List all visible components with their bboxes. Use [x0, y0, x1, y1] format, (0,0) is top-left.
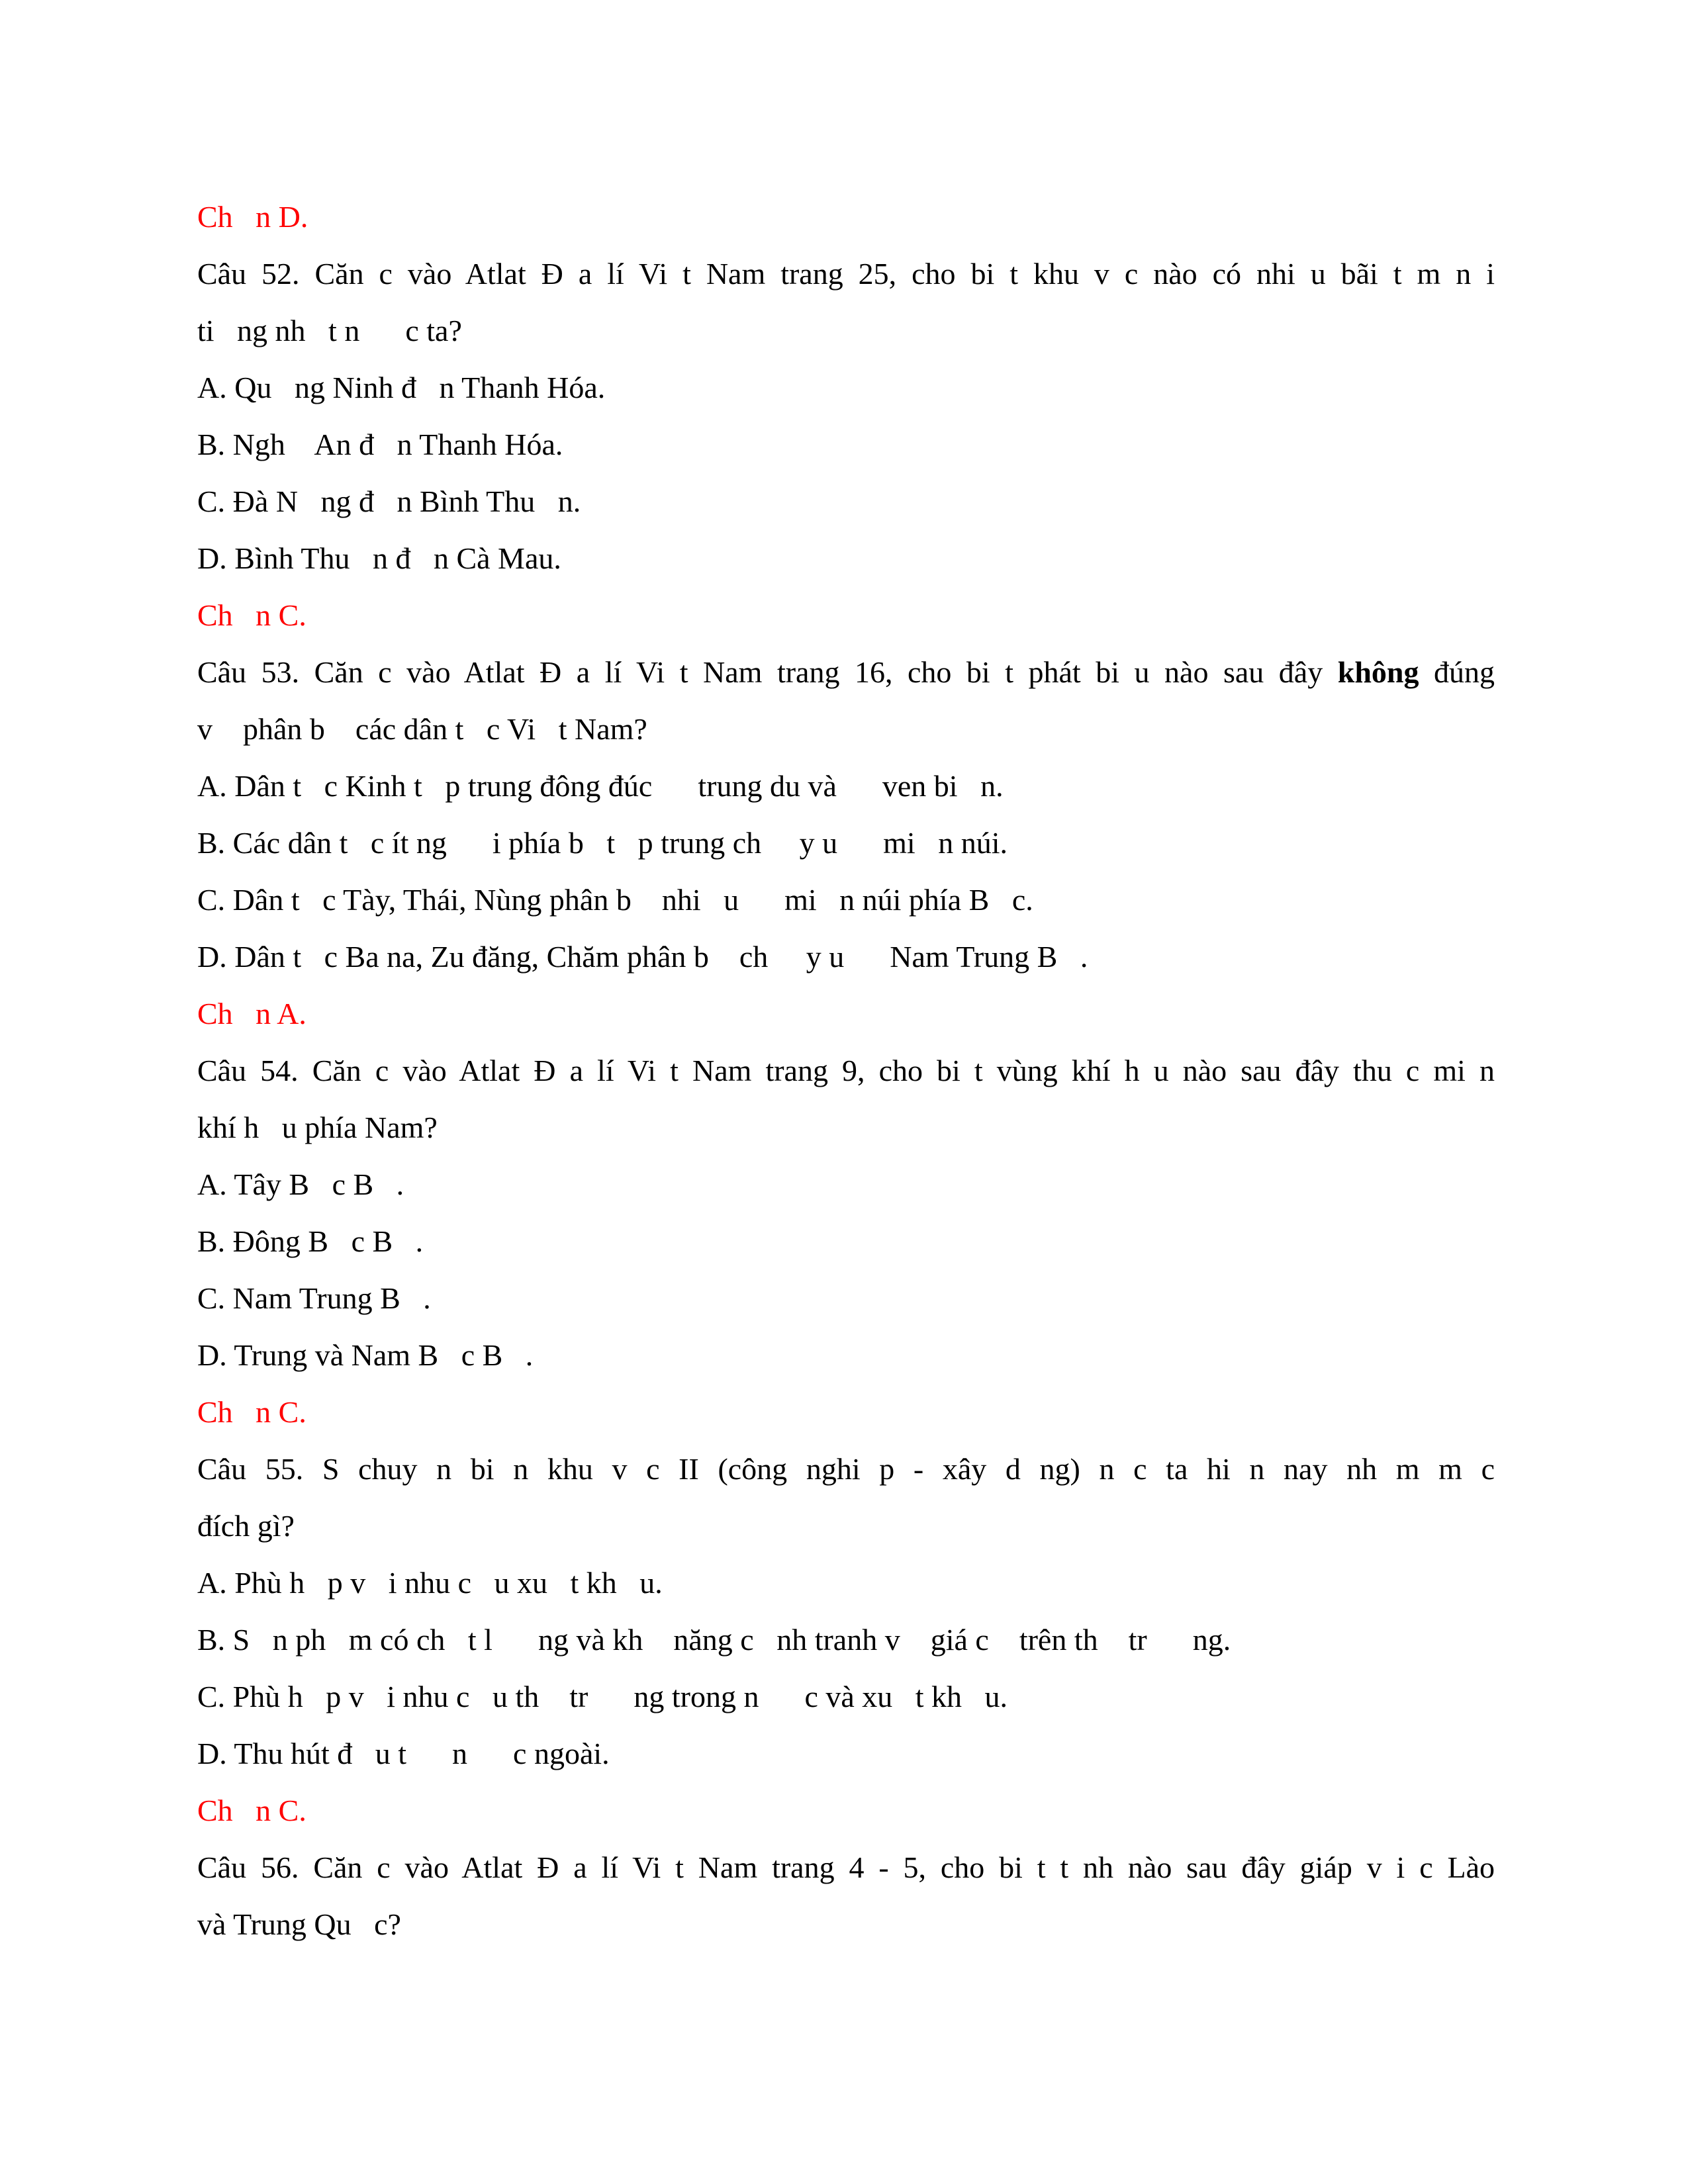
question-56-line-1: Câu 56. Căn c vào Atlat Đ a lí Vi t Nam trang 4 - 5, cho bi t t nh nào sau đây giáp v i c Lào [197, 1850, 1495, 1884]
option-53-b: B. Các dân t c ít ng i phía b t p trung ch y u mi n núi. [197, 826, 1008, 860]
question-53-text: Câu 53. Căn c vào Atlat Đ a lí Vi t Nam trang 16, cho bi t phát bi u nào sau đây [197, 655, 1338, 689]
answer-q53: Ch n A. [197, 997, 306, 1030]
question-53-line-1 [197, 654, 1495, 691]
question-52-line-2: ti ng nh t n c ta? [197, 314, 462, 347]
option-53-d: D. Dân t c Ba na, Zu đăng, Chăm phân b ch y u Nam Trung B . [197, 940, 1088, 974]
answer-q55: Ch n C. [197, 1794, 306, 1827]
option-54-a: A. Tây B c B . [197, 1167, 404, 1201]
option-55-a: A. Phù h p v i nhu c u xu t kh u. [197, 1566, 663, 1600]
question-53-tail: đúng [1419, 655, 1495, 689]
question-53-line-2: v phân b các dân t c Vi t Nam? [197, 712, 647, 746]
option-54-d: D. Trung và Nam B c B . [197, 1338, 534, 1372]
option-55-c: C. Phù h p v i nhu c u th tr ng trong n c và xu t kh u. [197, 1680, 1008, 1713]
option-52-d: D. Bình Thu n đ n Cà Mau. [197, 541, 561, 575]
option-52-c: C. Đà N ng đ n Bình Thu n. [197, 484, 581, 518]
question-55-line-2: đích gì? [197, 1509, 295, 1543]
answer-q51: Ch n D. [197, 200, 308, 234]
question-55-line-1: Câu 55. S chuy n bi n khu v c II (công nghi p - xây d ng) n c ta hi n nay nh m m c [197, 1452, 1495, 1486]
answer-q54: Ch n C. [197, 1395, 306, 1429]
question-54-line-2: khí h u phía Nam? [197, 1111, 438, 1144]
question-52-line-1: Câu 52. Căn c vào Atlat Đ a lí Vi t Nam trang 25, cho bi t khu v c nào có nhi u bãi t m n i [197, 257, 1495, 291]
option-54-c: C. Nam Trung B . [197, 1281, 431, 1315]
option-55-b: B. S n ph m có ch t l ng và kh năng c nh tranh v giá c trên th tr ng. [197, 1623, 1231, 1657]
option-54-b: B. Đông B c B . [197, 1224, 424, 1258]
option-52-a: A. Qu ng Ninh đ n Thanh Hóa. [197, 371, 606, 404]
option-53-c: C. Dân t c Tày, Thái, Nùng phân b nhi u mi n núi phía B c. [197, 883, 1033, 917]
answer-q52: Ch n C. [197, 598, 306, 632]
question-56-line-2: và Trung Qu c? [197, 1907, 401, 1941]
option-55-d: D. Thu hút đ u t n c ngoài. [197, 1737, 610, 1770]
option-52-b: B. Ngh An đ n Thanh Hóa. [197, 428, 563, 461]
option-53-a: A. Dân t c Kinh t p trung đông đúc trung du và ven bi n. [197, 769, 1004, 803]
question-53-bold-word: không [1337, 655, 1419, 689]
question-54-line-1: Câu 54. Căn c vào Atlat Đ a lí Vi t Nam trang 9, cho bi t vùng khí h u nào sau đây thu c mi n [197, 1054, 1495, 1087]
